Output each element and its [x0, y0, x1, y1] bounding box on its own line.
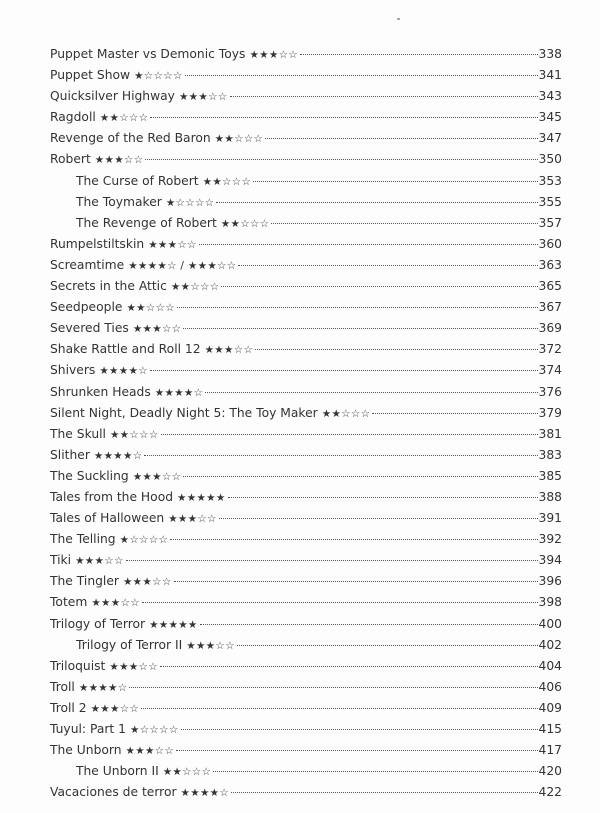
- entry-title: Ragdoll: [50, 110, 96, 125]
- star-rating: ★★★☆☆: [132, 470, 182, 483]
- page-number: 343: [538, 89, 562, 104]
- page-number: 415: [538, 722, 562, 736]
- toc-entry: [50, 445, 562, 466]
- star-rating: ★★★☆☆: [122, 576, 172, 589]
- entry-title: The Toymaker: [76, 194, 162, 209]
- page-number: 345: [538, 110, 562, 125]
- toc-entry: [50, 719, 562, 740]
- dot-leader: [185, 74, 538, 76]
- dot-leader: [160, 665, 538, 667]
- entry-title: Trilogy of Terror II: [76, 637, 183, 652]
- star-rating: ★★★☆☆: [75, 555, 124, 568]
- page-number: 374: [538, 363, 562, 378]
- entry-title: Totem: [50, 595, 88, 610]
- dot-leader: [174, 580, 538, 582]
- entry-title: Quicksilver Highway: [50, 89, 175, 104]
- dot-leader: [144, 454, 537, 456]
- entry-title: Shrunken Heads: [50, 384, 151, 399]
- toc-entry: [50, 339, 562, 360]
- toc-entry: [50, 318, 562, 339]
- entry-title: Screamtime: [50, 257, 125, 272]
- page-number: 365: [538, 279, 562, 294]
- entry-title: The Tingler: [50, 574, 119, 589]
- dot-leader: [265, 137, 537, 139]
- page-number: 360: [538, 236, 562, 251]
- star-rating: ★★★★★: [177, 491, 226, 504]
- entry-title: Severed Ties: [50, 321, 129, 336]
- star-rating: ★★★☆☆: [90, 702, 140, 715]
- star-rating: ★★★★☆: [99, 365, 148, 378]
- entry-title: Tales from the Hood: [50, 489, 174, 504]
- entry-title: Trilogy of Terror: [50, 616, 146, 631]
- star-rating: ★★★☆☆: [132, 323, 182, 336]
- page-number: 420: [538, 764, 562, 779]
- entry-title: Troll: [50, 679, 75, 694]
- toc-entry: [50, 128, 562, 149]
- page-number: 355: [538, 194, 562, 209]
- page-number: 417: [538, 743, 562, 758]
- toc-subentry: [50, 635, 562, 656]
- page-number: 350: [538, 152, 562, 167]
- star-rating: ★★★★★: [149, 618, 198, 631]
- star-rating: ★★☆☆☆: [126, 302, 176, 315]
- page-number: 409: [538, 700, 562, 715]
- dot-leader: [255, 348, 537, 350]
- page-number: 385: [538, 468, 562, 483]
- star-rating: ★☆☆☆☆: [129, 724, 179, 736]
- toc-entry: [50, 614, 562, 635]
- page-number: 381: [538, 426, 562, 441]
- dot-leader: [216, 201, 537, 203]
- toc-entry: [50, 403, 562, 424]
- toc-entry: [50, 740, 562, 761]
- page-number: 402: [538, 637, 562, 652]
- star-rating: ★★★☆☆: [94, 154, 144, 167]
- star-rating: ★★★☆☆: [204, 344, 254, 357]
- page-number: 372: [538, 342, 562, 357]
- table-of-contents: [50, 44, 562, 803]
- entry-title: Rumpelstiltskin: [50, 236, 145, 251]
- dot-leader: [199, 243, 538, 245]
- entry-title: Slither: [50, 447, 90, 462]
- entry-title: Shivers: [50, 363, 96, 378]
- page-number: 379: [538, 405, 562, 420]
- dot-leader: [150, 116, 537, 118]
- dot-leader: [231, 791, 537, 793]
- toc-entry: [50, 424, 562, 445]
- page-number: 341: [538, 68, 562, 83]
- entry-title: The Suckling: [50, 468, 129, 483]
- star-rating: ★★★☆☆: [186, 639, 235, 652]
- dot-leader: [142, 601, 538, 603]
- page-number: 400: [538, 616, 562, 631]
- toc-entry: [50, 360, 562, 381]
- star-rating: ★★☆☆☆: [99, 112, 149, 125]
- dot-leader: [237, 644, 538, 646]
- page-number: 391: [538, 511, 562, 526]
- page-number: 363: [538, 257, 562, 272]
- star-rating: ★★★☆☆: [125, 745, 175, 758]
- dot-leader: [183, 475, 537, 477]
- page-number: 367: [538, 300, 562, 315]
- toc-entry: [50, 466, 562, 487]
- star-rating: ★★★☆☆: [249, 49, 299, 61]
- entry-title: The Telling: [50, 532, 116, 547]
- star-rating: ★★☆☆☆: [214, 133, 264, 146]
- entry-title: Tuyul: Part 1: [50, 722, 126, 736]
- entry-title: Vacaciones de terror: [50, 785, 177, 800]
- dot-leader: [181, 728, 538, 730]
- toc-entry: [50, 487, 562, 508]
- toc-entry: [50, 255, 562, 276]
- dot-leader: [238, 264, 537, 266]
- page-number: 376: [538, 384, 562, 399]
- dot-leader: [176, 749, 537, 751]
- dot-leader: [300, 53, 537, 55]
- dot-leader: [271, 222, 537, 224]
- dot-leader: [183, 327, 537, 329]
- entry-title: Tiki: [50, 553, 72, 568]
- star-rating: ★★★☆☆: [109, 660, 158, 673]
- dot-leader: [170, 538, 537, 540]
- page-number: 388: [538, 489, 562, 504]
- dot-leader: [253, 180, 537, 182]
- dot-leader: [129, 686, 537, 688]
- star-rating: ★★☆☆☆: [321, 407, 371, 420]
- toc-subentry: [50, 761, 562, 782]
- dot-leader: [213, 770, 537, 772]
- star-rating: ★★★☆☆: [148, 238, 197, 251]
- page-number: 396: [538, 574, 562, 589]
- toc-entry: [50, 65, 562, 86]
- entry-title: Tales of Halloween: [50, 511, 165, 526]
- entry-title: Triloquist: [50, 658, 106, 673]
- toc-entry: [50, 382, 562, 403]
- page-number: 392: [538, 532, 562, 547]
- page-number: 394: [538, 553, 562, 568]
- star-rating: ★★☆☆☆: [220, 217, 270, 230]
- entry-title: Puppet Show: [50, 68, 131, 83]
- entry-title: Puppet Master vs Demonic Toys: [50, 47, 246, 61]
- star-rating: ★★☆☆☆: [109, 428, 159, 441]
- toc-entry: [50, 149, 562, 170]
- dot-leader: [200, 623, 538, 625]
- toc-entry: [50, 297, 562, 318]
- entry-title: Shake Rattle and Roll 12: [50, 342, 201, 357]
- entry-title: The Revenge of Robert: [76, 215, 217, 230]
- dot-leader: [126, 559, 538, 561]
- star-rating: ★★★☆☆: [91, 597, 140, 610]
- toc-entry: [50, 550, 562, 571]
- page-number: 398: [538, 595, 562, 610]
- toc-entry: [50, 86, 562, 107]
- star-rating: ★★★☆☆: [168, 513, 217, 526]
- toc-subentry: [50, 192, 562, 213]
- toc-entry: [50, 234, 562, 255]
- page-number: 353: [538, 173, 562, 188]
- entry-title: Silent Night, Deadly Night 5: The Toy Maker: [50, 405, 318, 420]
- toc-entry: [50, 677, 562, 698]
- toc-entry: [50, 698, 562, 719]
- entry-title: Revenge of the Red Baron: [50, 131, 211, 146]
- entry-title: Secrets in the Attic: [50, 279, 167, 294]
- star-rating: ★★★★☆ / ★★★☆☆: [128, 259, 237, 272]
- dot-leader: [141, 707, 537, 709]
- page-number: 383: [538, 447, 562, 462]
- entry-title: Seedpeople: [50, 300, 123, 315]
- page-number: 347: [538, 131, 562, 146]
- star-rating: ★★★☆☆: [178, 91, 228, 104]
- dot-leader: [161, 433, 538, 435]
- dot-leader: [205, 391, 537, 393]
- dot-leader: [177, 306, 538, 308]
- star-rating: ★★★★☆: [78, 681, 128, 694]
- dot-leader: [228, 496, 538, 498]
- scan-speck: [397, 18, 400, 20]
- dot-leader: [219, 517, 538, 519]
- toc-entry: [50, 592, 562, 613]
- entry-title: The Curse of Robert: [76, 173, 199, 188]
- entry-title: The Unborn II: [76, 764, 159, 779]
- star-rating: ★★★★☆: [93, 449, 143, 462]
- star-rating: ★☆☆☆☆: [119, 534, 169, 547]
- entry-title: Robert: [50, 152, 91, 167]
- toc-subentry: [50, 171, 562, 192]
- toc-subentry: [50, 213, 562, 234]
- page-number: 404: [538, 658, 562, 673]
- dot-leader: [150, 369, 538, 371]
- entry-title: The Unborn: [50, 743, 122, 758]
- toc-entry: [50, 571, 562, 592]
- page-number: 357: [538, 215, 562, 230]
- dot-leader: [230, 95, 538, 97]
- star-rating: ★★★★☆: [154, 386, 204, 399]
- dot-leader: [221, 285, 537, 287]
- star-rating: ★☆☆☆☆: [165, 196, 215, 209]
- entry-title: Troll 2: [50, 700, 87, 715]
- toc-entry: [50, 44, 562, 65]
- star-rating: ★★☆☆☆: [162, 766, 212, 779]
- page-number: 369: [538, 321, 562, 336]
- toc-entry: [50, 656, 562, 677]
- star-rating: ★★☆☆☆: [170, 281, 220, 294]
- star-rating: ★★★★☆: [180, 787, 230, 800]
- toc-entry: [50, 508, 562, 529]
- toc-entry: [50, 529, 562, 550]
- toc-entry: [50, 107, 562, 128]
- dot-leader: [372, 412, 537, 414]
- toc-entry: [50, 276, 562, 297]
- page-number: 338: [538, 47, 562, 61]
- page-number: 422: [538, 785, 562, 800]
- entry-title: The Skull: [50, 426, 106, 441]
- toc-entry: [50, 782, 562, 803]
- star-rating: ★☆☆☆☆: [134, 70, 183, 83]
- page-number: 406: [538, 679, 562, 694]
- dot-leader: [145, 158, 537, 160]
- star-rating: ★★☆☆☆: [202, 175, 252, 188]
